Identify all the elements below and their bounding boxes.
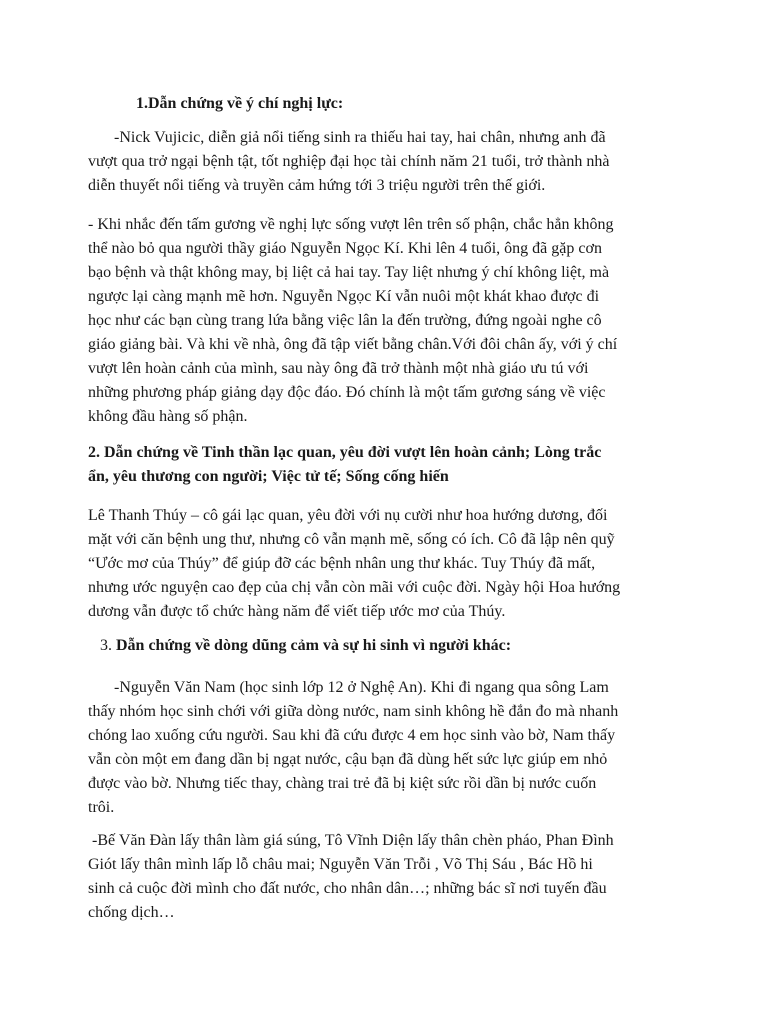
section-1-heading — [136, 92, 736, 116]
text-line: vượt lên hoàn cảnh của mình, sau này ông đã trở thành một nhà giáo ưu tú với — [88, 360, 589, 377]
text-line: nhưng ước nguyện cao đẹp của chị vẫn còn mãi với cuộc đời. Ngày hội Hoa hướng — [88, 579, 621, 596]
text-line: Lê Thanh Thúy – cô gái lạc quan, yêu đời với nụ cười như hoa hướng dương, đối — [88, 507, 608, 524]
text-line: Giót lấy thân mình lấp lỗ châu mai; Nguyễn Văn Trỗi , Võ Thị Sáu , Bác Hồ hi — [88, 856, 593, 873]
text-line: thấy nhóm học sinh chới với giữa dòng nước, nam sinh không hề đắn đo mà nhanh — [88, 703, 619, 720]
section-2-paragraph-le-thanh-thuy — [88, 504, 688, 624]
text-line: ngược lại càng mạnh mẽ hơn. Nguyễn Ngọc Kí vẫn nuôi một khát khao được đi — [88, 288, 600, 305]
section-1-paragraph-nick-vujicic — [88, 126, 688, 198]
heading-line: ẩn, yêu thương con người; Việc tử tế; Sống cống hiến — [88, 468, 449, 485]
text-line: chống dịch… — [88, 904, 175, 921]
text-line: sinh cả cuộc đời mình cho đất nước, cho nhân dân…; những bác sĩ nơi tuyến đầu — [88, 880, 607, 897]
text-line: không đầu hàng số phận. — [88, 408, 248, 425]
section-3-paragraph-nguyen-van-nam — [88, 676, 688, 820]
text-line: -Bế Văn Đàn lấy thân làm giá súng, Tô Vĩnh Diện lấy thân chèn pháo, Phan Đình — [92, 832, 614, 849]
section-2-heading — [88, 441, 688, 489]
text-line: thể nào bỏ qua người thầy giáo Nguyễn Ngọc Kí. Khi lên 4 tuổi, ông đã gặp cơn — [88, 240, 602, 257]
text-line: -Nguyễn Văn Nam (học sinh lớp 12 ở Nghệ An). Khi đi ngang qua sông Lam — [114, 679, 609, 696]
heading-line: 1.Dẫn chứng về ý chí nghị lực: — [136, 95, 344, 112]
section-1-paragraph-nguyen-ngoc-ki — [88, 213, 688, 429]
section-3-paragraph-heroes — [88, 829, 688, 925]
text-line: vượt qua trở ngại bệnh tật, tốt nghiệp đại học tài chính năm 21 tuổi, trở thành nhà — [88, 153, 610, 170]
text-line: vẫn còn một em đang dần bị ngạt nước, cậu bạn đã dùng hết sức lực giúp em nhỏ — [88, 751, 608, 768]
heading-text: Dẫn chứng về dòng dũng cảm và sự hi sinh vì người khác: — [116, 637, 512, 654]
text-line: trôi. — [88, 799, 115, 816]
heading-line: 2. Dẫn chứng về Tinh thần lạc quan, yêu đời vượt lên hoàn cảnh; Lòng trắc — [88, 444, 602, 461]
text-line: diễn thuyết nổi tiếng và truyền cảm hứng tới 3 triệu người trên thế giới. — [88, 177, 546, 194]
text-line: - Khi nhắc đến tấm gương về nghị lực sống vượt lên trên số phận, chắc hẳn không — [88, 216, 614, 233]
text-line: học như các bạn cùng trang lứa bằng việc lân la đến trường, đứng ngoài nghe cô — [88, 312, 602, 329]
text-line: chóng lao xuống cứu người. Sau khi đã cứu được 4 em học sinh vào bờ, Nam thấy — [88, 727, 616, 744]
text-line: -Nick Vujicic, diễn giả nổi tiếng sinh ra thiếu hai tay, hai chân, nhưng anh đã — [114, 129, 606, 146]
heading-line — [100, 634, 700, 658]
text-line: mặt với căn bệnh ung thư, nhưng cô vẫn mạnh mẽ, sống có ích. Cô đã lập nên quỹ — [88, 531, 615, 548]
text-line: dương vẫn được tổ chức hàng năm để viết tiếp ước mơ của Thúy. — [88, 603, 506, 620]
text-line: “Ước mơ của Thúy” để giúp đỡ các bệnh nhân ung thư khác. Tuy Thúy đã mất, — [88, 555, 596, 572]
text-line: bạo bệnh và thật không may, bị liệt cả hai tay. Tay liệt nhưng ý chí không liệt, mà — [88, 264, 610, 281]
text-line: giáo giảng bài. Và khi về nhà, ông đã tập viết bằng chân.Với đôi chân ấy, với ý chí — [88, 336, 618, 353]
text-line: những phương pháp giảng dạy độc đáo. Đó chính là một tấm gương sáng về việc — [88, 384, 606, 401]
heading-number: 3. — [100, 637, 112, 654]
section-3-heading — [100, 634, 700, 658]
text-line: được vào bờ. Nhưng tiếc thay, chàng trai trẻ đã bị kiệt sức rồi dần bị nước cuốn — [88, 775, 597, 792]
